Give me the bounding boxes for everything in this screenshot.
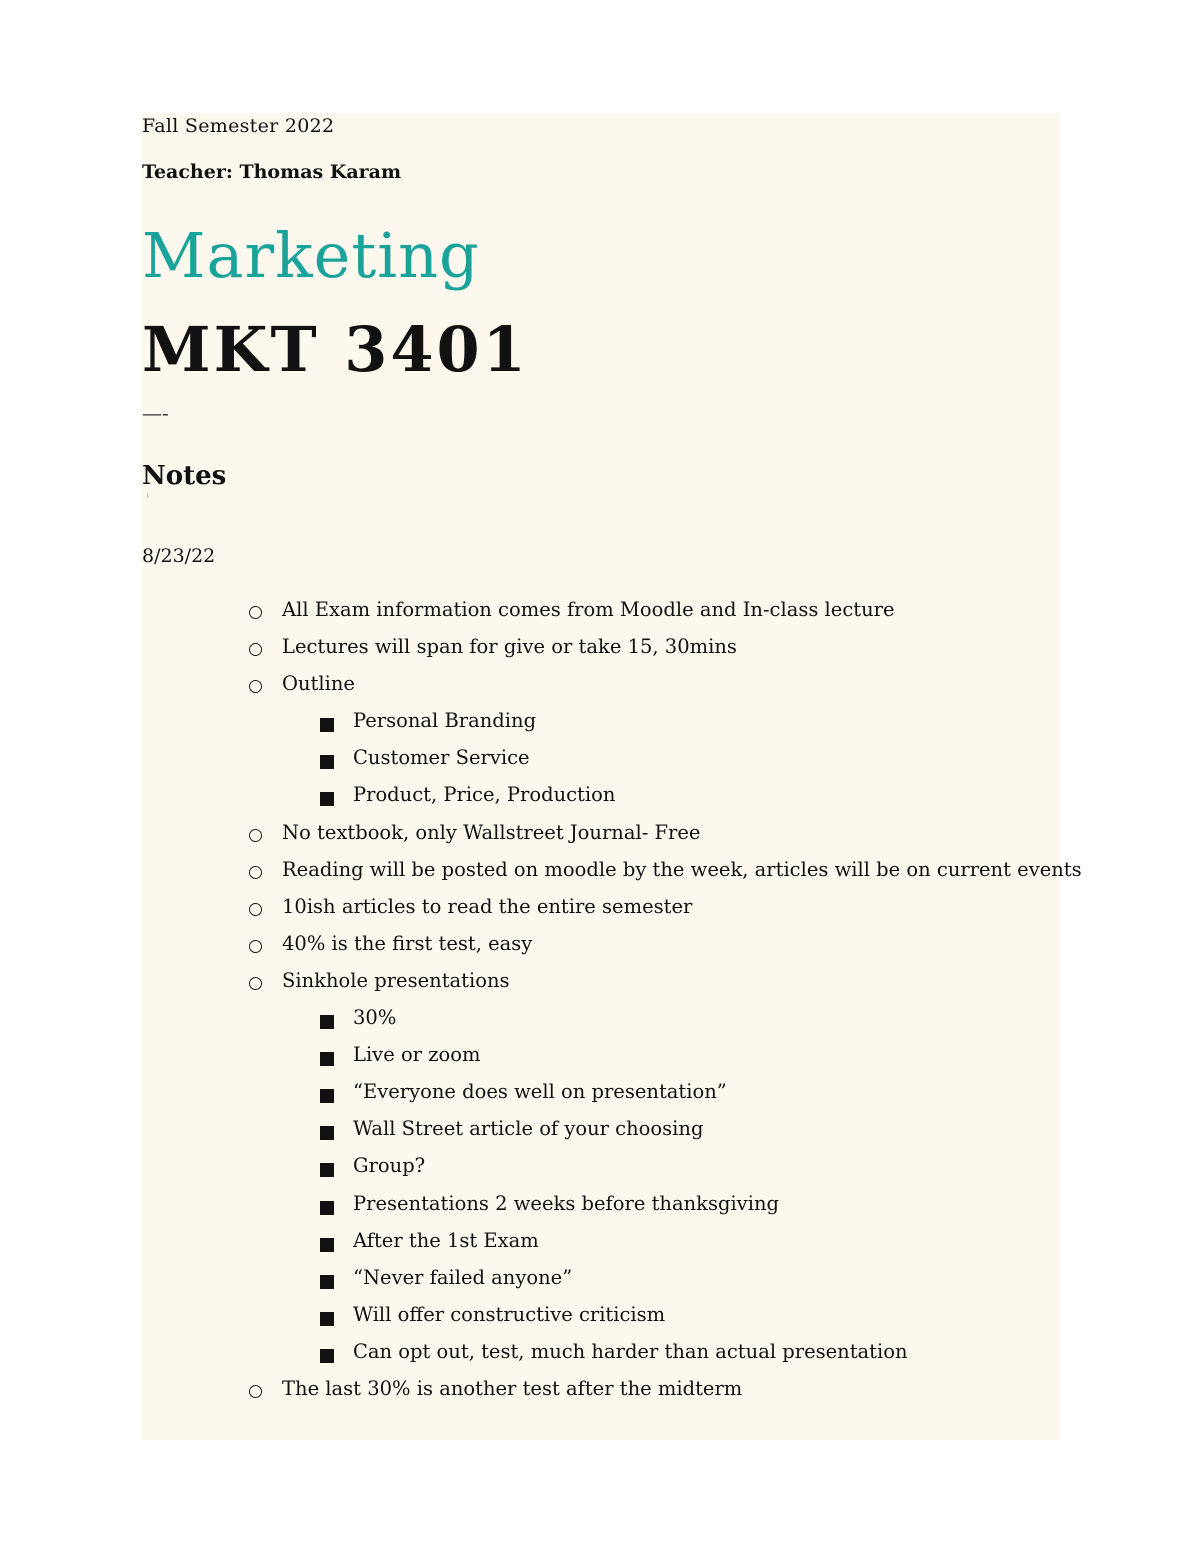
- circle-bullet-icon: [249, 940, 262, 953]
- list-item-text: Reading will be posted on moodle by the week, articles will be on current events: [282, 857, 1082, 881]
- course-title: Marketing: [142, 219, 480, 292]
- square-bullet-icon: [320, 1312, 334, 1326]
- list-item: [142, 818, 1059, 855]
- list-item: [142, 855, 1082, 892]
- document-page: [142, 113, 1082, 1440]
- square-bullet-icon: [320, 1349, 334, 1363]
- square-bullet-icon: [320, 1015, 334, 1029]
- square-bullet-icon: [320, 792, 334, 806]
- list-item-text: All Exam information comes from Moodle and In-class lecture: [282, 598, 895, 621]
- list-item-text: Lectures will span for give or take 15, 30mins: [282, 635, 737, 659]
- divider: —-: [142, 401, 169, 425]
- teacher-label: Teacher: Thomas Karam: [142, 161, 402, 183]
- list-item-text: Product, Price, Production: [353, 783, 616, 807]
- list-item-text: Can opt out, test, much harder than actual presentation: [353, 1339, 908, 1363]
- square-bullet-icon: [320, 1089, 334, 1103]
- list-item-text: Outline: [282, 672, 355, 696]
- square-bullet-icon: [320, 755, 334, 769]
- sub-list-item: [142, 1226, 1059, 1263]
- list-item-text: Sinkhole presentations: [282, 968, 510, 992]
- course-code: MKT 3401: [142, 313, 529, 386]
- list-item: [142, 892, 1059, 929]
- circle-bullet-icon: [249, 606, 262, 619]
- notes-date: 8/23/22: [142, 545, 216, 567]
- list-item-text: Wall Street article of your choosing: [353, 1117, 704, 1141]
- list-item: [142, 669, 1059, 706]
- square-bullet-icon: [320, 1238, 334, 1252]
- sub-list-item: [142, 1337, 1059, 1374]
- square-bullet-icon: [320, 718, 334, 732]
- sub-list-item: [142, 1189, 1059, 1226]
- square-bullet-icon: [320, 1052, 334, 1066]
- list-item-text: Personal Branding: [353, 709, 537, 733]
- notes-list: [142, 595, 1082, 1411]
- list-item: [142, 632, 1059, 669]
- list-item-text: 30%: [353, 1006, 397, 1030]
- square-bullet-icon: [320, 1201, 334, 1215]
- list-item-text: Live or zoom: [353, 1043, 481, 1067]
- sub-list-item: [142, 1151, 1059, 1188]
- semester-label: Fall Semester 2022: [142, 115, 335, 137]
- list-item-text: “Everyone does well on presentation”: [353, 1080, 727, 1104]
- circle-bullet-icon: [249, 866, 262, 879]
- sub-list-item: [142, 1263, 1059, 1300]
- list-item-text: 10ish articles to read the entire semester: [282, 894, 693, 918]
- list-item-text: No textbook, only Wallstreet Journal- Free: [282, 820, 701, 844]
- sub-list-item: [142, 1077, 1059, 1114]
- list-item-text: Customer Service: [353, 746, 530, 770]
- circle-bullet-icon: [249, 643, 262, 656]
- circle-bullet-icon: [249, 903, 262, 916]
- sub-list-item: [142, 780, 1059, 817]
- sub-list-item: [142, 743, 1059, 780]
- list-item-text: Group?: [353, 1154, 426, 1178]
- cursor-mark: [147, 493, 148, 498]
- sub-list-item: [142, 1003, 1059, 1040]
- list-item-text: Presentations 2 weeks before thanksgiving: [353, 1191, 779, 1215]
- list-item: [142, 595, 1059, 632]
- circle-bullet-icon: [249, 1385, 262, 1398]
- square-bullet-icon: [320, 1163, 334, 1177]
- list-item-text: After the 1st Exam: [353, 1228, 539, 1252]
- list-item-text: 40% is the first test, easy: [282, 931, 533, 955]
- sub-list-item: [142, 706, 1059, 743]
- sub-list-item: [142, 1114, 1059, 1151]
- list-item-text: Will offer constructive criticism: [353, 1302, 666, 1326]
- list-item: [142, 1374, 1059, 1411]
- square-bullet-icon: [320, 1126, 334, 1140]
- sub-list-item: [142, 1300, 1059, 1337]
- sub-list-item: [142, 1040, 1059, 1077]
- list-item-text: “Never failed anyone”: [353, 1265, 573, 1289]
- square-bullet-icon: [320, 1275, 334, 1289]
- list-item-text: The last 30% is another test after the midterm: [282, 1376, 743, 1400]
- circle-bullet-icon: [249, 829, 262, 842]
- notes-heading: Notes: [142, 461, 227, 491]
- list-item: [142, 966, 1059, 1003]
- circle-bullet-icon: [249, 977, 262, 990]
- circle-bullet-icon: [249, 680, 262, 693]
- list-item: [142, 929, 1059, 966]
